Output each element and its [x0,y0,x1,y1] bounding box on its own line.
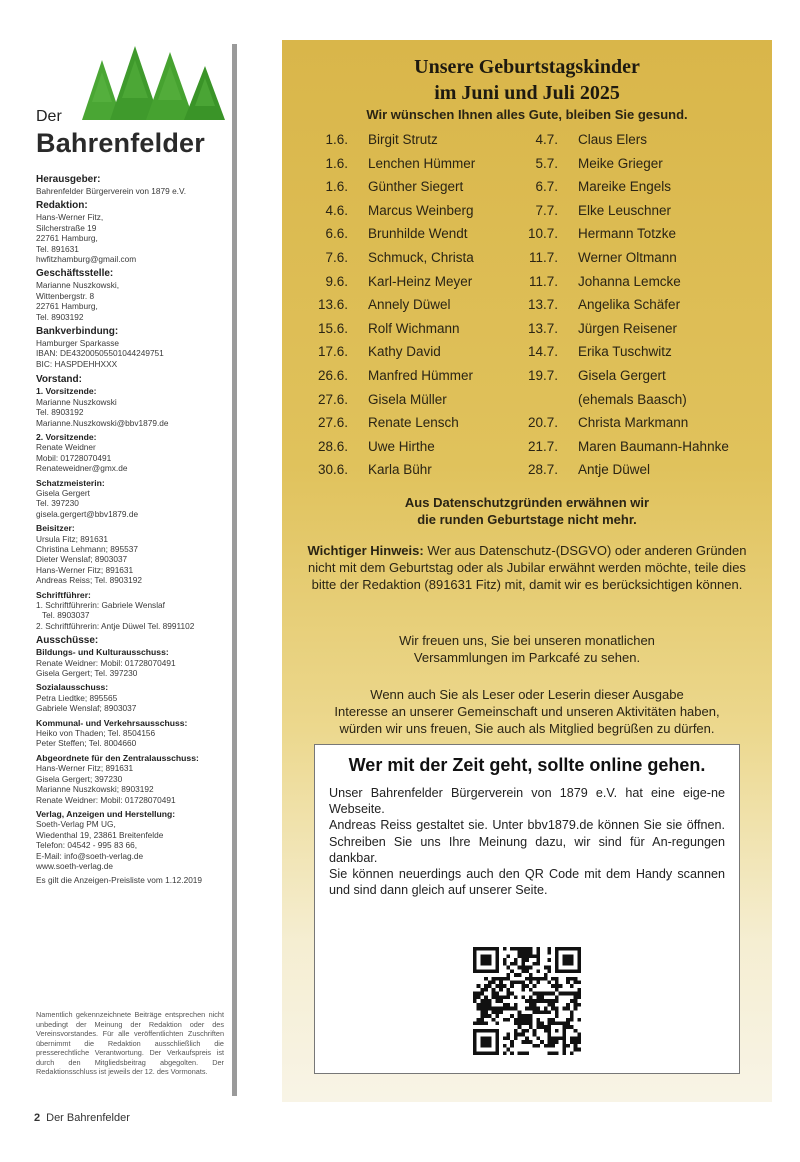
birthday-name: Gisela Gergert [578,368,666,383]
imprint-line: Dieter Wenslaf; 8903037 [36,554,128,565]
birthday-date: 20.7. [527,415,558,431]
birthday-date: 4.6. [325,202,348,218]
birthday-name: Werner Oltmann [578,250,677,265]
imprint-line: Wiedenthal 19, 23861 Breitenfelde [36,829,164,840]
imprint-line: Tel. 8903192 [36,311,84,322]
imprint-line: Heiko von Thaden; Tel. 8504156 [36,728,156,739]
hint-text: Wer aus Datenschutz-(DSGVO) oder anderen Gründen nicht mit dem Geburtstag oder als Jubilar erwähnt werden möchte, teile dies bitte der Redaktion (891631 Fitz) mit, damit wir es berücksichtigen können. [308,543,747,592]
birthday-date: 1.6. [325,155,348,171]
online-paragraph: Sie können neuerdings auch den QR Code mit dem Handy scannen und sind dann gleich auf unserer Seite. [329,867,725,898]
birthday-name: Karla Bühr [368,462,432,478]
imprint-subheading: Beisitzer: [36,523,75,534]
imprint-line: 1. Schriftführerin: Gabriele Wenslaf [36,600,165,610]
birthday-name: Christa Markmann [578,415,689,431]
imprint-line: Peter Steffen; Tel. 8004660 [36,738,137,749]
birthday-name: Antje Düwel [578,462,651,478]
imprint-line: Tel. 8903192 [36,407,84,418]
birthday-date: 7.7. [535,202,558,218]
imprint [36,174,228,886]
birthday-date: 28.6. [317,438,348,454]
birthday-name: Günther Siegert [368,179,464,195]
birthday-name: Renate Lensch [368,415,459,431]
page-footer [34,1112,130,1124]
logo-prefix: Der [36,108,62,125]
birthday-date: 26.6. [317,368,348,383]
imprint-heading: Vorstand: [36,374,82,386]
imprint-subheading: Verlag, Anzeigen und Herstellung: [36,808,176,819]
imprint-subheading: Kommunal- und Verkehrsausschuss: [36,717,188,728]
imprint-line: Tel. 397230 [36,498,79,509]
birthday-date: 6.7. [535,179,558,195]
imprint-subheading: 2. Vorsitzende: [36,431,97,442]
online-paragraph: Unser Bahrenfelder Bürgerverein von 1879 e.V. hat eine eige-ne Webseite. [329,786,725,817]
birthday-date: 9.6. [325,273,348,289]
imprint-line: Christina Lehmann; 895537 [36,543,138,554]
birthday-date: 17.6. [317,344,348,360]
privacy-line: die runden Geburtstage nicht mehr. [417,512,637,527]
reader-line: Interesse an unserer Gemeinschaft und unseren Aktivitäten haben, [334,704,720,719]
birthday-date: 28.7. [527,462,558,478]
birthday-date: 27.6. [317,415,348,431]
sidebar [34,40,230,1100]
page-number: 2 [34,1112,41,1124]
birthday-date: 13.7. [527,320,558,336]
imprint-line: Hans-Werner Fitz; 891631 [36,564,134,575]
imprint-line: Marianne Nuszkowski [36,396,117,407]
imprint-line: Ursula Fitz; 891631 [36,533,108,544]
logo-name: Bahrenfelder [36,128,205,158]
birthday-name: Uwe Hirthe [368,438,435,454]
birthday-name: Claus Elers [578,132,648,147]
birthday-date: 10.7. [527,226,558,242]
panel-title [282,54,772,106]
birthday-name: Kathy David [368,344,441,360]
birthday-name: Maren Baumann-Hahnke [578,438,729,454]
birthday-date: 1.6. [325,179,348,195]
birthday-name: Lenchen Hümmer [368,155,476,171]
birthday-name: Angelika Schäfer [578,297,681,313]
birthday-date: 4.7. [535,132,558,147]
birthday-name: Mareike Engels [578,179,672,195]
reader-line: würden wir uns freuen, Sie auch als Mitglied begrüßen zu dürfen. [339,721,715,736]
qr-code-icon[interactable] [473,947,581,1055]
birthday-name: Rolf Wichmann [368,320,460,336]
birthday-date: 19.7. [527,368,558,383]
imprint-subheading: 1. Vorsitzende: [36,386,97,397]
logo [34,40,230,160]
imprint-line: 2. Schriftführerin: Antje Düwel Tel. 8991102 [36,620,195,631]
birthday-name: Karl-Heinz Meyer [368,273,473,289]
imprint-line: Gisela Gergert; 397230 [36,773,123,784]
birthday-name: Annely Düwel [368,297,451,313]
imprint-line: E-Mail: info@soeth-verlag.de [36,850,144,861]
imprint-heading: Bankverbindung: [36,326,119,338]
birthday-name: Erika Tuschwitz [578,344,672,360]
birthday-panel [282,40,772,1102]
imprint-heading: Herausgeber: [36,174,101,185]
meeting-line: Wir freuen uns, Sie bei unseren monatlichen [399,633,655,648]
imprint-line: Telefon: 04542 - 995 83 66, [36,840,138,851]
imprint-line: Renateweidner@gmx.de [36,463,128,474]
birthday-date: 5.7. [535,155,558,171]
birthday-date: 13.7. [527,297,558,313]
imprint-line: www.soeth-verlag.de [36,860,114,871]
online-paragraph: Andreas Reiss gestaltet sie. Unter bbv1879.de können Sie sie öffnen. Schreiben Sie uns Ihre Meinung dazu, wir sind für An-regungen dankbar. [329,818,725,865]
sidebar-divider [232,44,237,1096]
imprint-line: Hans-Werner Fitz; 891631 [36,763,134,774]
imprint-line: Tel. 891631 [36,243,79,254]
imprint-line: IBAN: DE43200505501044249751 [36,348,164,359]
imprint-line: Marianne Nuszkowski; 8903192 [36,784,154,795]
birthday-date: 27.6. [317,391,348,407]
imprint-subheading: Abgeordnete für den Zentralausschuss: [36,752,199,763]
imprint-heading: Geschäftsstelle: [36,268,114,280]
birthday-name: Gisela Müller [368,391,447,407]
meeting-line: Versammlungen im Parkcafé zu sehen. [413,650,641,665]
imprint-line: Gisela Gergert; Tel. 397230 [36,668,138,679]
birthday-date: 21.7. [527,438,558,454]
imprint-line: Bahrenfelder Bürgerverein von 1879 e.V. [36,186,187,196]
birthday-name: Johanna Lemcke [578,273,681,289]
title-line: Unsere Geburtstagskinder [414,56,640,78]
birthday-name: Marcus Weinberg [368,202,474,218]
birthday-name: Meike Grieger [578,155,663,171]
imprint-heading: Ausschüsse: [36,635,99,647]
imprint-line: Renate Weidner: Mobil: 01728070491 [36,657,176,668]
imprint-line: Es gilt die Anzeigen-Preisliste vom 1.12.2019 [36,875,203,886]
imprint-line: Hans-Werner Fitz, [36,212,104,223]
imprint-line: gisela.gergert@bbv1879.de [36,508,139,519]
imprint-line: BIC: HASPDEHHXXX [36,358,118,369]
reader-note [292,686,762,737]
imprint-line: 22761 Hamburg, [36,233,98,244]
imprint-line: hwfitzhamburg@gmail.com [36,254,137,265]
imprint-heading: Redaktion: [36,200,88,212]
pine-trees-icon [80,40,225,120]
birthday-date: 30.6. [317,462,348,478]
imprint-subheading: Bildungs- und Kulturausschuss: [36,647,169,658]
imprint-line: Andreas Reiss; Tel. 8903192 [36,575,142,586]
online-box [314,744,740,1074]
birthday-date: 15.6. [317,320,348,336]
imprint-line: Hamburger Sparkasse [36,338,120,349]
birthday-date: 7.6. [325,250,348,265]
reader-line: Wenn auch Sie als Leser oder Leserin dieser Ausgabe [370,687,684,702]
imprint-line: Silcherstraße 19 [36,222,97,233]
title-line: im Juni und Juli 2025 [434,82,620,104]
birthday-date: 14.7. [527,344,558,360]
birthday-name: Jürgen Reisener [578,320,678,336]
imprint-line: Tel. 8903037 [42,610,90,621]
birthday-name: Brunhilde Wendt [368,226,468,242]
birthday-name: Birgit Strutz [368,132,438,147]
birthday-name: (ehemals Baasch) [578,391,687,407]
imprint-line: Renate Weidner: Mobil: 01728070491 [36,794,176,805]
privacy-note [282,494,772,528]
online-title: Wer mit der Zeit geht, sollte online gehen. [348,755,706,775]
birthday-name: Hermann Totzke [578,226,677,242]
birthday-date: 6.6. [325,226,348,242]
imprint-subheading: Sozialausschuss: [36,682,109,693]
imprint-line: Marianne.Nuszkowski@bbv1879.de [36,417,169,428]
disclaimer: Namentlich gekennzeichnete Beiträge entsprechen nicht unbedingt der Meinung der Redaktion oder des Vereinsvorstandes. Für alle veröffentlichten Zuschriften übernimmt die Redaktion ausschließlich die presserechtliche Verantwortung. Der Verkaufspreis ist durch den Mitgliedsbeitrag abgegolten. Der Redaktionsschluss ist jeweils der 12. des Vormonats. [36,1010,224,1076]
meeting-note [302,632,752,666]
imprint-line: Wittenbergstr. 8 [36,290,95,301]
imprint-line: Gisela Gergert [36,487,90,498]
footer-title: Der Bahrenfelder [46,1112,130,1124]
birthday-name: Manfred Hümmer [368,368,474,383]
birthday-name: Schmuck, Christa [368,250,474,265]
imprint-line: Mobil: 01728070491 [36,452,112,463]
hint-label: Wichtiger Hinweis: [307,543,424,558]
wish-line: Wir wünschen Ihnen alles Gute, bleiben Sie gesund. [366,107,688,122]
imprint-line: Soeth-Verlag PM UG, [36,819,116,830]
imprint-line: Renate Weidner [36,442,96,453]
important-hint [302,542,752,593]
imprint-line: Gabriele Wenslaf; 8903037 [36,703,137,714]
imprint-subheading: Schatzmeisterin: [36,477,105,488]
birthday-date: 13.6. [317,297,348,313]
imprint-line: Petra Liedtke; 895565 [36,692,118,703]
imprint-line: Marianne Nuszkowski, [36,280,119,291]
online-text [329,785,725,898]
birthday-date: 11.7. [528,273,558,289]
privacy-line: Aus Datenschutzgründen erwähnen wir [404,495,650,510]
imprint-line: 22761 Hamburg, [36,301,98,312]
birthday-date: 1.6. [325,132,348,147]
birthday-date: 11.7. [528,250,558,265]
birthday-name: Elke Leuschner [578,202,672,218]
imprint-subheading: Schriftführer: [36,589,91,600]
